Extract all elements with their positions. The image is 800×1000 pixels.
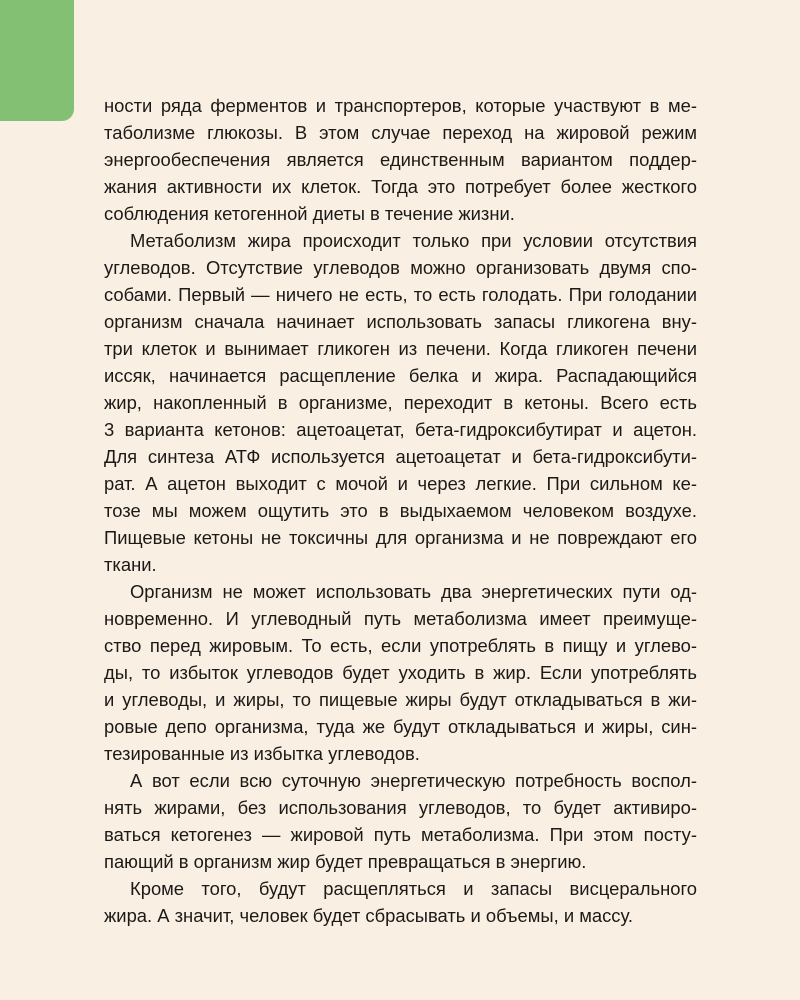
text-line: организм сначала начинает использовать запасы гликогена вну- <box>104 311 697 332</box>
text-line: Для синтеза АТФ используется ацетоацетат и бета-гидроксибути- <box>104 446 697 467</box>
text-line: жир, накопленный в организме, переходит в кетоны. Всего есть <box>104 392 697 413</box>
text-line: Кроме того, будут расщепляться и запасы висцерального <box>130 878 697 899</box>
chapter-color-tab <box>0 0 74 121</box>
text-line: ваться кетогенез — жировой путь метаболизма. При этом посту- <box>104 824 697 845</box>
text-line: А вот если всю суточную энергетическую потребность воспол- <box>130 770 697 791</box>
text-line: ности ряда ферментов и транспортеров, которые участвуют в ме- <box>104 95 697 116</box>
text-line: Метаболизм жира происходит только при условии отсутствия <box>130 230 697 251</box>
text-line: Организм не может использовать два энергетических пути од- <box>130 581 697 602</box>
text-line: рат. А ацетон выходит с мочой и через легкие. При сильном ке- <box>104 473 697 494</box>
text-line: таболизме глюкозы. В этом случае переход на жировой режим <box>104 122 697 143</box>
text-line: иссяк, начинается расщепление белка и жира. Распадающийся <box>104 365 697 386</box>
text-line: углеводов. Отсутствие углеводов можно организовать двумя спо- <box>104 257 697 278</box>
paragraph-5 <box>104 875 697 929</box>
text-line: ство перед жировым. То есть, если употреблять в пищу и углево- <box>104 635 697 656</box>
text-line: 3 варианта кетонов: ацетоацетат, бета-гидроксибутират и ацетон. <box>104 419 697 440</box>
text-line: ды, то избыток углеводов будет уходить в жир. Если употреблять <box>104 662 697 683</box>
text-line: и углеводы, и жиры, то пищевые жиры будут откладываться в жи- <box>104 689 697 710</box>
paragraph-2 <box>104 227 697 578</box>
text-line: три клеток и вынимает гликоген из печени. Когда гликоген печени <box>104 338 697 359</box>
text-line: энергообеспечения является единственным вариантом поддер- <box>104 149 697 170</box>
text-line: жания активности их клеток. Тогда это потребует более жесткого <box>104 176 697 197</box>
text-line: жира. А значит, человек будет сбрасывать и объемы, и массу. <box>104 905 633 926</box>
text-line: тезированные из избытка углеводов. <box>104 743 420 764</box>
text-line: новременно. И углеводный путь метаболизма имеет преимуще- <box>104 608 697 629</box>
text-line: тозе мы можем ощутить это в выдыхаемом человеком воздухе. <box>104 500 697 521</box>
paragraph-4 <box>104 767 697 875</box>
paragraph-1 <box>104 92 697 227</box>
text-line: пающий в организм жир будет превращаться в энергию. <box>104 851 587 872</box>
text-line: соблюдения кетогенной диеты в течение жизни. <box>104 203 515 224</box>
text-line: ткани. <box>104 554 157 575</box>
paragraph-3 <box>104 578 697 767</box>
text-line: нять жирами, без использования углеводов, то будет активиро- <box>104 797 697 818</box>
text-line: собами. Первый — ничего не есть, то есть голодать. При голодании <box>104 284 697 305</box>
text-line: Пищевые кетоны не токсичны для организма и не повреждают его <box>104 527 697 548</box>
text-line: ровые депо организма, туда же будут откладываться и жиры, син- <box>104 716 697 737</box>
page-body-text <box>104 92 697 929</box>
